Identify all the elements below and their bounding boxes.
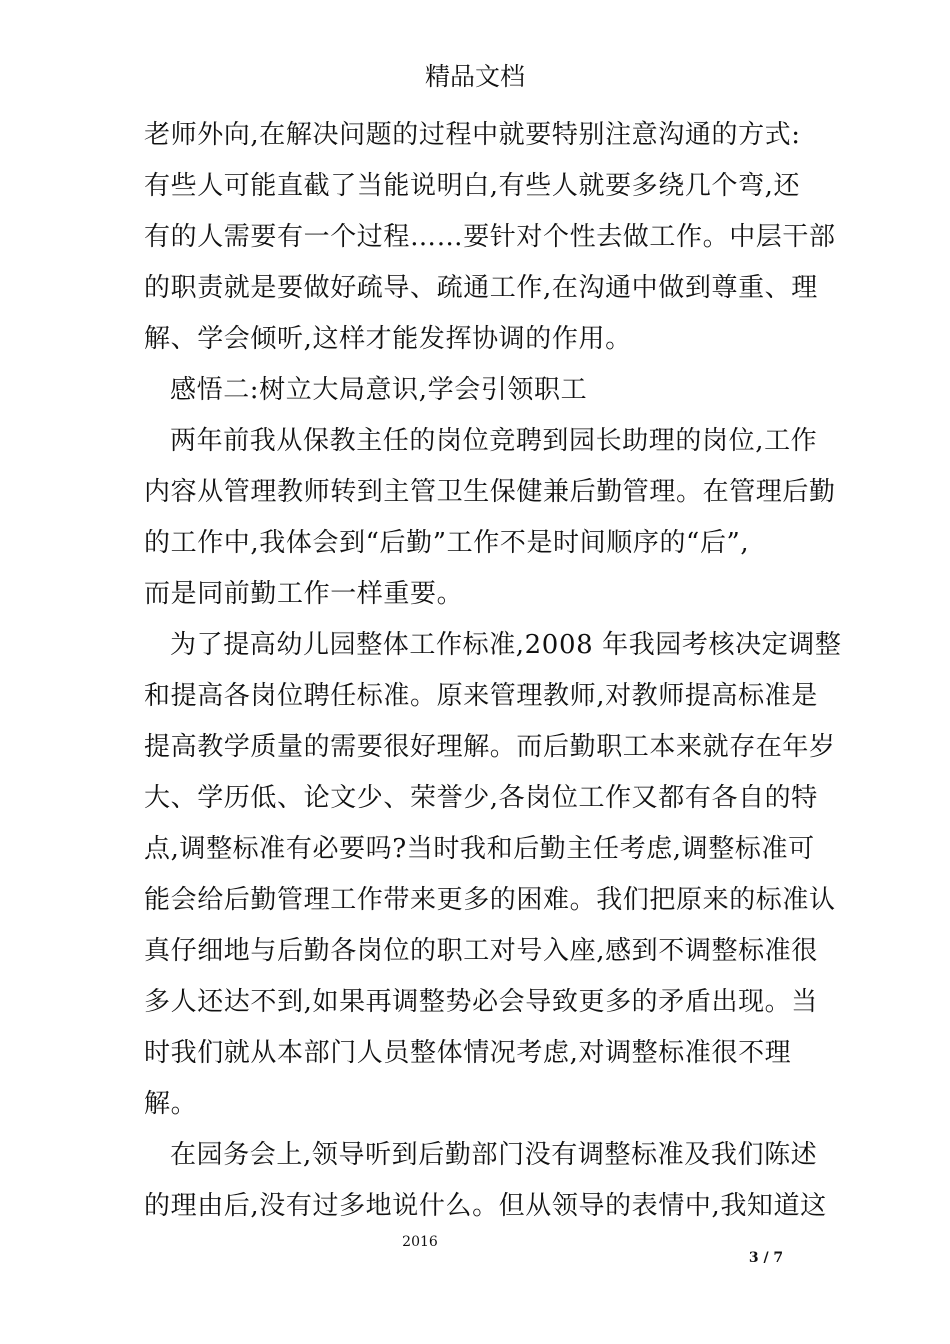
text-line: 解、学会倾听,这样才能发挥协调的作用。 (144, 324, 632, 354)
text-line: 提高教学质量的需要很好理解。而后勤职工本来就存在年岁 (144, 732, 836, 762)
text-line: 有些人可能直截了当能说明白,有些人就要多绕几个弯,还 (144, 171, 801, 201)
text-line: 大、学历低、论文少、荣誉少,各岗位工作又都有各自的特 (144, 783, 818, 813)
text-line: 解。 (144, 1089, 198, 1119)
text-line: 多人还达不到,如果再调整势必会导致更多的矛盾出现。当 (144, 987, 818, 1017)
text-line: 两年前我从保教主任的岗位竞聘到园长助理的岗位,工作 (170, 426, 818, 456)
text-line: 的职责就是要做好疏导、疏通工作,在沟通中做到尊重、理 (144, 273, 818, 303)
text-line: 能会给后勤管理工作带来更多的困难。我们把原来的标准认 (144, 885, 836, 915)
text-line: 真仔细地与后勤各岗位的职工对号入座,感到不调整标准很 (144, 936, 818, 966)
text-line: 在园务会上,领导听到后勤部门没有调整标准及我们陈述 (170, 1140, 818, 1170)
text-line: 和提高各岗位聘任标准。原来管理教师,对教师提高标准是 (144, 681, 818, 711)
text-line: 内容从管理教师转到主管卫生保健兼后勤管理。在管理后勤 (144, 477, 836, 507)
text-line: 有的人需要有一个过程……要针对个性去做工作。中层干部 (144, 222, 836, 252)
footer-year: 2016 (402, 1234, 438, 1250)
page-header-title: 精品文档 (424, 62, 525, 91)
document-body (144, 110, 844, 1232)
section-heading: 感悟二:树立大局意识,学会引领职工 (170, 375, 588, 405)
text-line: 点,调整标准有必要吗?当时我和后勤主任考虑,调整标准可 (144, 834, 815, 864)
text-line: 为了提高幼儿园整体工作标准,2008 年我园考核决定调整 (170, 630, 842, 660)
text-line: 而是同前勤工作一样重要。 (144, 579, 464, 609)
text-line: 的理由后,没有过多地说什么。但从领导的表情中,我知道这 (144, 1191, 827, 1221)
text-line: 时我们就从本部门人员整体情况考虑,对调整标准很不理 (144, 1038, 792, 1068)
page-number: 3 / 7 (748, 1250, 784, 1266)
text-line: 老师外向,在解决问题的过程中就要特别注意沟通的方式: (144, 120, 801, 150)
text-line: 的工作中,我体会到“后勤”工作不是时间顺序的“后”, (144, 528, 750, 558)
